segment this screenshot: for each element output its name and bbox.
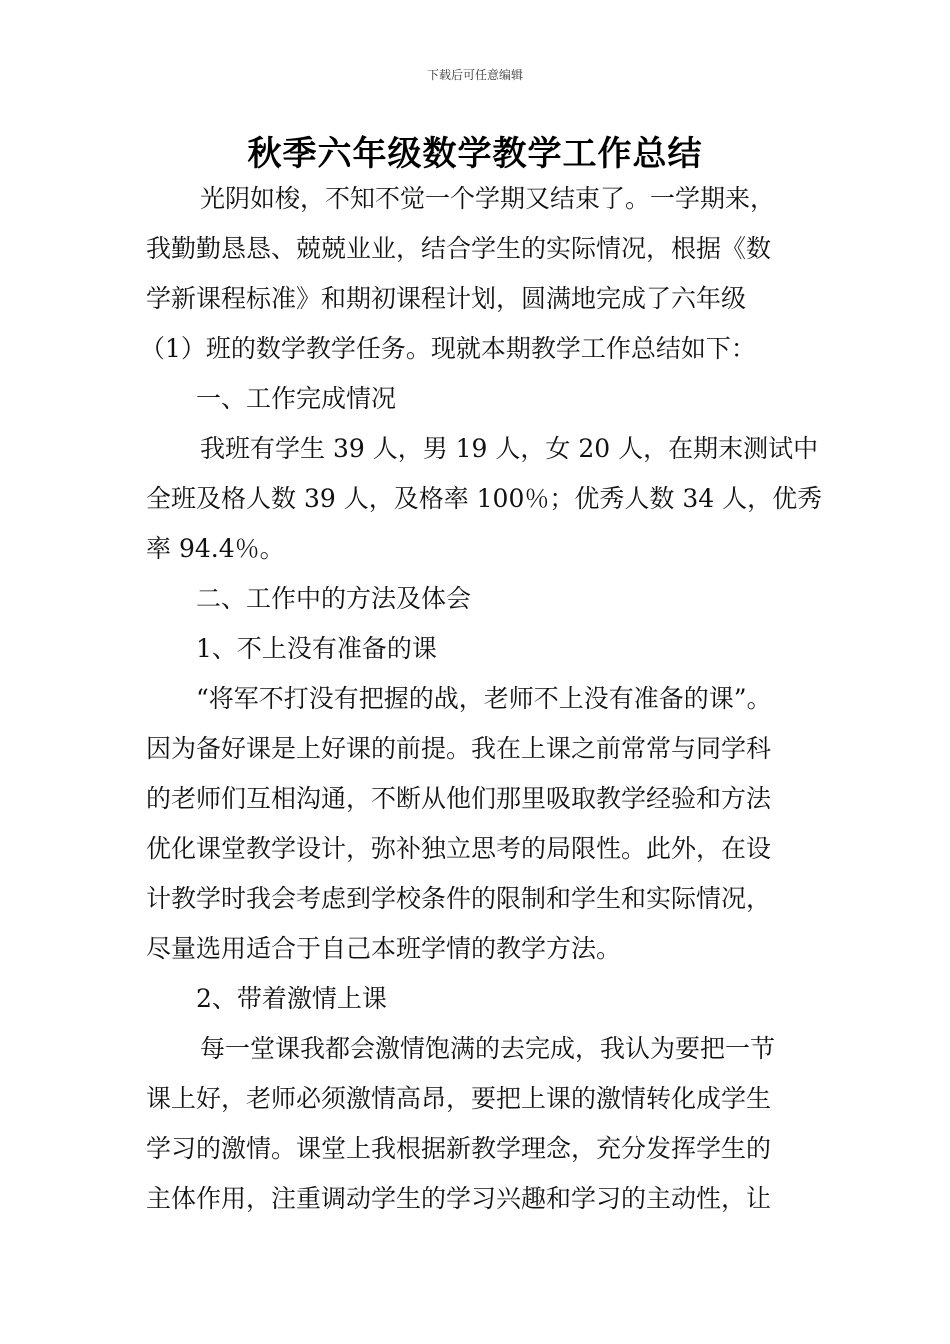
paragraph-line: 我班有学生 39 人，男 19 人，女 20 人，在期末测试中	[200, 434, 819, 463]
page-title: 秋季六年级数学教学工作总结	[247, 134, 703, 174]
subsection-heading: 2、带着激情上课	[196, 984, 387, 1013]
paragraph-line: 主体作用，注重调动学生的学习兴趣和学习的主动性，让	[146, 1184, 772, 1213]
subsection-heading: 1、不上没有准备的课	[196, 634, 437, 663]
paragraph-line: 计教学时我会考虑到学校条件的限制和学生和实际情况，	[146, 884, 772, 913]
paragraph-line: 优化课堂教学设计，弥补独立思考的局限性。此外，在设	[146, 834, 772, 863]
paragraph-line: 因为备好课是上好课的前提。我在上课之前常常与同学科	[146, 734, 772, 763]
header-note: 下载后可任意编辑	[426, 68, 523, 82]
section-heading: 一、工作完成情况	[196, 384, 397, 413]
paragraph-line: “将军不打没有把握的战，老师不上没有准备的课”。	[196, 684, 772, 713]
paragraph-line: 我勤勤恳恳、兢兢业业，结合学生的实际情况，根据《数	[146, 234, 772, 263]
paragraph-line: 光阴如梭，不知不觉一个学期又结束了。一学期来，	[200, 184, 776, 213]
paragraph-line: 学新课程标准》和期初课程计划，圆满地完成了六年级	[146, 284, 747, 313]
paragraph-line: 率 94.4％。	[146, 534, 285, 563]
paragraph-line: 课上好，老师必须激情高昂，要把上课的激情转化成学生	[146, 1084, 772, 1113]
paragraph-line: 学习的激情。课堂上我根据新教学理念，充分发挥学生的	[146, 1134, 772, 1163]
paragraph-line: 每一堂课我都会激情饱满的去完成，我认为要把一节	[200, 1034, 776, 1063]
section-heading: 二、工作中的方法及体会	[196, 584, 472, 613]
paragraph-line: 的老师们互相沟通，不断从他们那里吸取教学经验和方法	[146, 784, 772, 813]
paragraph-line: （1）班的数学教学任务。现就本期教学工作总结如下：	[140, 334, 756, 363]
paragraph-line: 尽量选用适合于自己本班学情的教学方法。	[146, 934, 622, 963]
paragraph-line: 全班及格人数 39 人，及格率 100％；优秀人数 34 人，优秀	[146, 484, 823, 513]
